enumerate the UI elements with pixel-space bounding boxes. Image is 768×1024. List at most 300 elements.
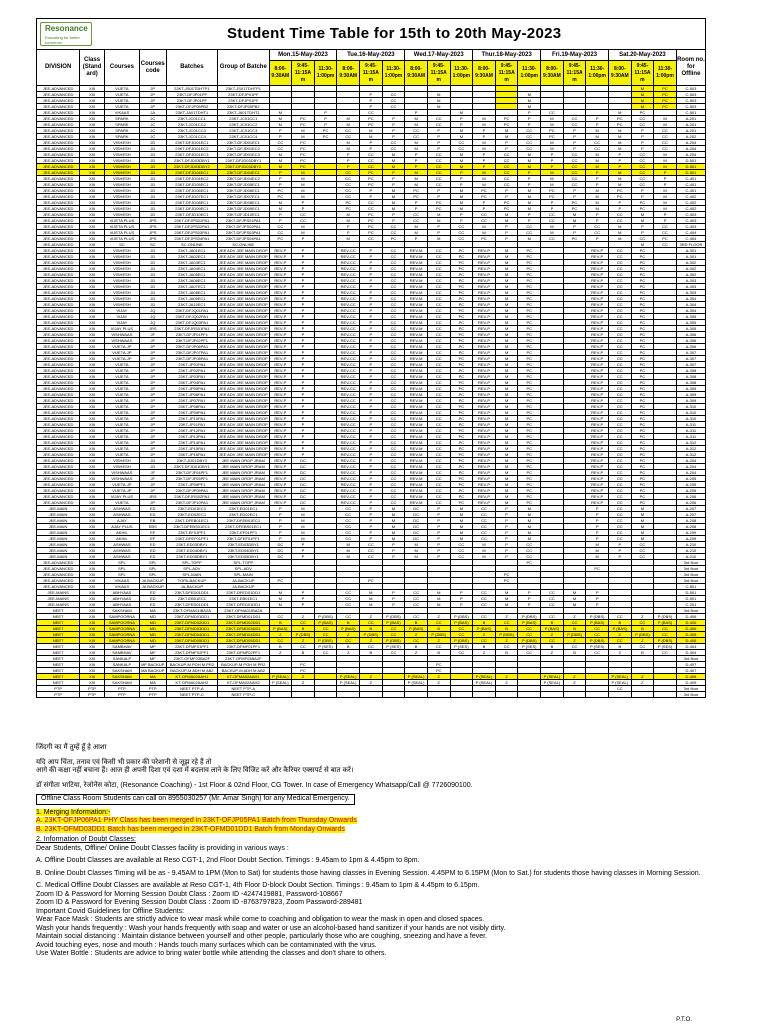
slot-cell: CC	[360, 620, 383, 626]
cell-room: D-405	[676, 680, 705, 686]
slot-cell: REV-P	[269, 320, 292, 326]
slot-cell: P	[360, 494, 383, 500]
slot-cell: P	[382, 554, 405, 560]
cell-d: JEE-ADVANCED	[37, 350, 80, 356]
cell-d: JEE-ADVANCED	[37, 416, 80, 422]
slot-cell: P	[473, 206, 496, 212]
slot-cell: CC	[360, 200, 383, 206]
covid-item: Maintain social distancing : Maintain distance between yourself and other people, particularly those who are coughing, sneezing and have a fever.	[36, 933, 488, 940]
cell-cc: JF	[139, 338, 166, 344]
cell-co: SAKSHAM	[104, 674, 139, 680]
slot-cell: CC	[427, 284, 450, 290]
cell-room: C-503	[676, 104, 705, 110]
slot-cell: Z	[427, 674, 450, 680]
slot-cell: CC	[382, 350, 405, 356]
slot-cell: Z	[495, 638, 518, 644]
slot-cell: REV-CC	[337, 248, 360, 254]
slot-cell: CC	[654, 146, 677, 152]
cell-d: JEE-ADVANCED	[37, 356, 80, 362]
cell-d: JEE-MAIN	[37, 518, 80, 524]
slot-cell: PC	[563, 200, 586, 206]
slot-cell: M	[450, 158, 473, 164]
col-group: Group of Batche	[218, 50, 269, 86]
slot-cell: M	[495, 488, 518, 494]
slot-cell: M	[608, 110, 631, 116]
slot-cell: P	[337, 224, 360, 230]
cell-co: SPARK	[104, 122, 139, 128]
cell-d: JEE-ADVANCED	[37, 314, 80, 320]
slot-cell: B	[541, 644, 564, 650]
slot-cell: P	[292, 416, 315, 422]
cell-g: JEE ADV JEE MAIN DROP	[218, 302, 268, 307]
slot-cell: CC	[608, 506, 631, 512]
slot-cell: P	[269, 128, 292, 134]
cell-room: A-209	[676, 530, 705, 536]
cell-co: VISHESH	[104, 260, 139, 266]
slot-cell: REV-P	[269, 500, 292, 506]
cell-room: A-305	[676, 326, 705, 332]
slot-cell: REV-P	[473, 392, 496, 398]
slot-cell: REV-P	[586, 476, 609, 482]
slot-cell: P	[586, 122, 609, 128]
cell-co: PTP	[104, 692, 139, 698]
cell-room: A-205	[676, 488, 705, 494]
slot-cell: M	[654, 116, 677, 122]
slot-cell: REV-M	[405, 398, 428, 404]
cell-cc: JP	[139, 410, 166, 416]
slot-cell: REV-CC	[337, 338, 360, 344]
slot-cell: PC	[360, 116, 383, 122]
slot-cell: REV-M	[405, 272, 428, 278]
cell-g: 23KT-DFJD04EC2	[218, 176, 269, 182]
slot-cell: P	[269, 506, 292, 512]
cell-b: 23KT-JA05EC1	[166, 272, 217, 278]
slot-cell: M	[337, 122, 360, 128]
slot-cell: M	[473, 548, 496, 554]
slot-cell: P	[292, 368, 315, 374]
slot-cell: P (DBS)	[450, 614, 473, 620]
slot-cell: PC	[518, 254, 541, 260]
slot-cell: M	[495, 326, 518, 332]
slot-cell: M	[563, 590, 586, 596]
slot-cell: P	[427, 554, 450, 560]
slot-cell: M	[608, 224, 631, 230]
slot-cell: CC	[654, 134, 677, 140]
slot-cell: CC	[495, 152, 518, 158]
slot-cell: M	[405, 230, 428, 236]
cell-g: 23KT-DFMF02PF1	[218, 650, 269, 656]
cell-co: SAMBHAV	[104, 650, 139, 656]
slot-cell: P	[292, 410, 315, 416]
cell-c: XIII	[80, 290, 105, 296]
slot-cell: PC	[631, 278, 654, 284]
header	[36, 18, 706, 49]
slot-cell: P	[427, 518, 450, 524]
slot-cell: B	[360, 650, 383, 656]
slot-cell: P	[292, 272, 315, 278]
slot-cell: P	[269, 518, 292, 524]
slot-cell: PC	[292, 668, 315, 674]
cell-c: XIII	[80, 494, 105, 500]
slot-cell: REV-M	[405, 344, 428, 350]
cell-d: JEE-ADVANCED	[37, 374, 80, 380]
slot-cell: P	[360, 452, 383, 458]
slot-cell: REV-M	[405, 452, 428, 458]
slot-cell: P	[427, 548, 450, 554]
cell-g: 23KT-DFJPS01PA1	[218, 218, 269, 224]
slot-cell: PC	[654, 86, 677, 92]
cell-cc: JP	[139, 368, 166, 374]
slot-cell: CC	[608, 386, 631, 392]
slot-cell: CC	[427, 326, 450, 332]
slot-cell: P	[360, 140, 383, 146]
cell-room: A-308	[676, 368, 705, 374]
slot-cell: PC	[269, 578, 292, 584]
slot-cell: REV-P	[473, 326, 496, 332]
slot-cell: CC	[360, 548, 383, 554]
day-header: Mon.15-May-2023	[269, 50, 337, 61]
slot-cell: CC	[608, 314, 631, 320]
slot-cell: M	[518, 530, 541, 536]
doubt-item: A. Offline Doubt Classes are available at Reso CGT-1, 2nd Floor Doubt Section. Timings : 9.45am to 1pm & 4.45pm to 8pm.	[36, 857, 420, 864]
cell-d: JEE-MAIN	[37, 554, 80, 560]
cell-g: 23KT-ED05DBY1	[218, 554, 269, 560]
cell-c: XIII	[80, 542, 105, 548]
slot-cell: PC	[518, 248, 541, 254]
cell-g: JEE MAIN DROP JRAM	[218, 464, 269, 470]
cell-d: JEE-MAIN	[37, 506, 80, 512]
cell-b: 23KT-DFJF04PF1	[166, 470, 217, 476]
slot-cell: P	[631, 128, 654, 134]
cell-cc: MF	[139, 656, 166, 662]
cell-g: JEE ADV JEE MAIN DROP	[218, 404, 268, 409]
slot-cell: REV-P	[586, 302, 609, 308]
cell-c: XIII	[80, 578, 105, 584]
cell-c: XIII	[80, 602, 105, 608]
slot-cell: P	[405, 200, 428, 206]
slot-cell: P	[360, 356, 383, 362]
cell-co: VIJETA	[104, 452, 139, 458]
slot-cell: M	[292, 518, 315, 524]
time-slot-header: 11:30-1:00pm	[654, 61, 677, 86]
cell-room: A-303	[676, 284, 705, 290]
cell-room: C-404	[676, 230, 705, 236]
cell-cc: JP	[139, 350, 166, 356]
slot-cell: M	[360, 602, 383, 608]
slot-cell: REV-P	[269, 326, 292, 332]
cell-d: NEET	[37, 644, 80, 650]
cell-cc: JPS	[139, 218, 166, 224]
cell-cc: JD	[139, 266, 166, 272]
slot-cell: P	[360, 290, 383, 296]
cell-g: 23KT-DFJD08EC1	[218, 200, 269, 206]
cell-d: JEE-ADVANCED	[37, 254, 80, 260]
cell-g: 23KT-ED03DBY1	[218, 542, 269, 548]
cell-d: NEET	[37, 680, 80, 686]
slot-cell: CC	[427, 302, 450, 308]
slot-cell: CC	[608, 374, 631, 380]
slot-cell: P	[518, 170, 541, 176]
slot-cell: PC	[518, 368, 541, 374]
slot-cell: PC	[450, 398, 473, 404]
slot-cell: P	[450, 176, 473, 182]
slot-cell: CC	[654, 626, 677, 632]
cell-room: D-501	[676, 590, 705, 596]
cell-g: 23KT-DFJPS03PA1	[218, 230, 269, 236]
slot-cell: M	[337, 554, 360, 560]
slot-cell: CC	[382, 494, 405, 500]
cell-b: 23KT-JP01PA1	[166, 362, 217, 368]
slot-cell: P	[495, 230, 518, 236]
slot-cell: P	[450, 590, 473, 596]
slot-cell: REV-M	[405, 254, 428, 260]
slot-cell: P	[495, 188, 518, 194]
cell-b: 23KT-DFJD01DBY1	[166, 464, 217, 470]
cell-co: VISHWAAS	[104, 332, 139, 338]
slot-cell: CC	[631, 116, 654, 122]
slot-cell: CC	[405, 590, 428, 596]
slot-cell: CC	[337, 134, 360, 140]
cell-cc: JP	[139, 356, 166, 362]
slot-cell: M	[405, 548, 428, 554]
slot-cell: CC	[337, 614, 360, 620]
slot-cell: REV-P	[586, 398, 609, 404]
slot-cell: P	[360, 92, 383, 98]
slot-cell: P	[518, 590, 541, 596]
cell-co: VIKAAS	[104, 110, 139, 116]
cell-c: XIII	[80, 506, 105, 512]
cell-room: 3rd floor	[676, 560, 705, 566]
slot-cell: M	[631, 98, 654, 104]
cell-g: 23KT-DFEF01PF1	[218, 536, 269, 542]
slot-cell: B	[269, 620, 292, 626]
col-batches: Batches	[166, 50, 217, 86]
slot-cell: P	[292, 296, 315, 302]
cell-b: 23KT-DFJD10EC1	[166, 212, 217, 218]
cell-cc: JA BACKUP	[139, 584, 166, 590]
slot-cell: P	[586, 536, 609, 542]
slot-cell: CC	[608, 320, 631, 326]
slot-cell: CC	[382, 488, 405, 494]
slot-cell: M	[631, 212, 654, 218]
slot-cell: PC	[631, 446, 654, 452]
slot-cell	[314, 692, 337, 698]
doubt-intro: Dear Students, Offline/ Online Doubt Classes facility is providing in various ways :	[36, 844, 289, 852]
cell-d: JEE-ADVANCED	[37, 296, 80, 302]
cell-co: VISHWAAS	[104, 338, 139, 344]
slot-cell: REV-P	[269, 272, 292, 278]
slot-cell: REV-P	[473, 344, 496, 350]
merge-heading: 1. Merging Information:-	[36, 808, 111, 816]
slot-cell: Z	[473, 650, 496, 656]
slot-cell: M	[608, 236, 631, 242]
slot-cell: PC	[450, 320, 473, 326]
slot-cell: M	[269, 110, 292, 116]
slot-cell: CC	[427, 440, 450, 446]
cell-g: 23KT-DFJD06EC1	[218, 188, 269, 194]
slot-cell: CC	[382, 470, 405, 476]
cell-g: KT-OFMA02AAH1	[218, 674, 269, 680]
slot-cell: CC	[608, 446, 631, 452]
slot-cell: REV-CC	[337, 350, 360, 356]
slot-cell: M	[405, 542, 428, 548]
cell-g: 23KT-DFJD07EC1	[218, 194, 269, 200]
slot-cell: P	[450, 212, 473, 218]
slot-cell: PC	[518, 302, 541, 308]
slot-cell: M	[495, 290, 518, 296]
cell-co: VISHESH	[104, 194, 139, 200]
cell-d: JEE-ADVANCED	[37, 320, 80, 326]
slot-cell: CC	[473, 506, 496, 512]
cell-g: JEE ADV JEE MAIN DROP	[218, 392, 268, 397]
cell-co: AKHIL	[104, 530, 139, 536]
slot-cell: CC	[654, 224, 677, 230]
slot-cell: M	[518, 200, 541, 206]
slot-cell: CC	[427, 170, 450, 176]
slot-cell: P	[360, 500, 383, 506]
slot-cell: P	[563, 146, 586, 152]
cell-co: VIJETA-JP	[104, 488, 139, 494]
cell-cc: EF	[139, 530, 166, 536]
cell-d: JEE-ADVANCED	[37, 110, 80, 116]
slot-cell: M	[405, 176, 428, 182]
cell-c: PTP	[80, 692, 105, 698]
time-slot-header: 8:00-9:30AM	[541, 61, 564, 86]
slot-cell: CC	[382, 98, 405, 104]
cell-cc: JC	[139, 134, 166, 140]
slot-cell: PC	[450, 374, 473, 380]
slot-cell: CC	[427, 266, 450, 272]
slot-cell: CC	[427, 116, 450, 122]
slot-cell: M	[563, 218, 586, 224]
slot-cell: PC	[518, 374, 541, 380]
slot-cell: REV-P	[473, 296, 496, 302]
cell-room: A-309	[676, 392, 705, 398]
slot-cell: CC	[427, 380, 450, 386]
cell-b: SC-ONLINE	[166, 242, 217, 248]
slot-cell: CC	[608, 512, 631, 518]
slot-cell: CC	[337, 176, 360, 182]
slot-cell: P	[450, 602, 473, 608]
slot-cell: DC	[405, 524, 428, 530]
slot-cell: PC	[450, 440, 473, 446]
slot-cell: REV-P	[473, 338, 496, 344]
slot-cell: M	[382, 152, 405, 158]
slot-cell: P	[292, 590, 315, 596]
slot-cell: M	[382, 200, 405, 206]
slot-cell: P	[382, 590, 405, 596]
slot-cell: P (DBS)	[563, 632, 586, 638]
slot-cell: REV-P	[269, 344, 292, 350]
slot-cell: M	[450, 206, 473, 212]
slot-cell: REV-P	[269, 428, 292, 434]
cell-co: VISHESH	[104, 272, 139, 278]
slot-cell: PC	[382, 236, 405, 242]
slot-cell: REV-CC	[337, 446, 360, 452]
slot-cell: REV-P	[269, 254, 292, 260]
slot-cell: PC	[473, 188, 496, 194]
slot-cell: PC	[631, 350, 654, 356]
cell-cc: JD	[139, 272, 166, 278]
cell-g: JEE ADV JEE MAIN DROP	[218, 368, 268, 373]
slot-cell: P	[360, 458, 383, 464]
cell-co: SAMPOORNA	[104, 614, 139, 620]
slot-cell: P	[292, 320, 315, 326]
slot-cell: REV-P	[586, 482, 609, 488]
slot-cell: P	[405, 158, 428, 164]
slot-cell: PC	[631, 296, 654, 302]
slot-cell: P	[586, 602, 609, 608]
cell-b: 23KT-ED01EC1	[166, 506, 217, 512]
slot-cell: M	[518, 236, 541, 242]
slot-cell: CC	[382, 386, 405, 392]
slot-cell: CC	[427, 338, 450, 344]
cell-b: 23KT-DFJP01PF	[166, 92, 217, 98]
cell-b: 23KT-DFJF05PF1	[166, 476, 217, 482]
slot-cell: CC	[541, 218, 564, 224]
cell-cc: MF	[139, 650, 166, 656]
slot-cell: P	[360, 368, 383, 374]
cell-c: XIII	[80, 452, 105, 458]
slot-cell: REV-P	[586, 422, 609, 428]
cell-b: BACKUP-M ADH M AB2	[166, 668, 217, 674]
slot-cell: REV-P	[473, 440, 496, 446]
slot-cell: M	[473, 224, 496, 230]
cell-cc: JD	[139, 188, 166, 194]
slot-cell: P	[382, 182, 405, 188]
cell-b: NEET PTP-A	[166, 686, 217, 692]
cell-cc: JD	[139, 284, 166, 290]
cell-g: JEE ADV JEE MAIN DROP	[218, 350, 268, 355]
slot-cell: CC	[631, 164, 654, 170]
cell-g: JEE ADV JEE MAIN DROP	[218, 326, 268, 331]
time-slot-header: 8:00-9:30AM	[405, 61, 428, 86]
cell-g: 23KT-DFMD01DD1	[218, 614, 269, 620]
slot-cell: CC	[608, 452, 631, 458]
slot-cell: PC	[450, 482, 473, 488]
slot-cell: P	[360, 272, 383, 278]
slot-cell: PC	[360, 224, 383, 230]
cell-g: SPL-TOPP	[218, 560, 269, 566]
cell-c: XIII	[80, 596, 105, 602]
slot-cell: M	[608, 140, 631, 146]
cell-b: 23KT-DFJD01EC2	[166, 146, 217, 152]
slot-cell: CC	[495, 644, 518, 650]
cell-c: XIII	[80, 404, 105, 410]
slot-cell: M	[473, 170, 496, 176]
slot-cell: P	[360, 146, 383, 152]
cell-room: D-407	[676, 662, 705, 668]
slot-cell: PC	[450, 362, 473, 368]
slot-cell: M	[382, 518, 405, 524]
hindi-line: आगे की कक्षा नहीं बचाना हैं। आज ही अपनी दिशा एवं दशा में बदलाव लाने के लिए विजिट करें और कैरियर एक्सपर्ट से बात करें।	[36, 767, 354, 774]
slot-cell: PC	[518, 398, 541, 404]
cell-cc: JD	[139, 164, 166, 170]
slot-cell: M	[427, 104, 450, 110]
cell-c: XIII	[80, 128, 105, 134]
slot-cell: REV-P	[586, 392, 609, 398]
slot-cell: CC	[382, 260, 405, 266]
slot-cell: P	[269, 212, 292, 218]
cell-d: JEE-ADVANCED	[37, 344, 80, 350]
slot-cell: P (DBS)	[495, 632, 518, 638]
slot-cell: PC	[495, 206, 518, 212]
cell-room: A-302	[676, 266, 705, 272]
slot-cell: CC	[518, 140, 541, 146]
slot-cell: REV-P	[269, 386, 292, 392]
cell-g: JEE ADV JEE MAIN DROP	[218, 422, 268, 427]
slot-cell: M	[495, 434, 518, 440]
